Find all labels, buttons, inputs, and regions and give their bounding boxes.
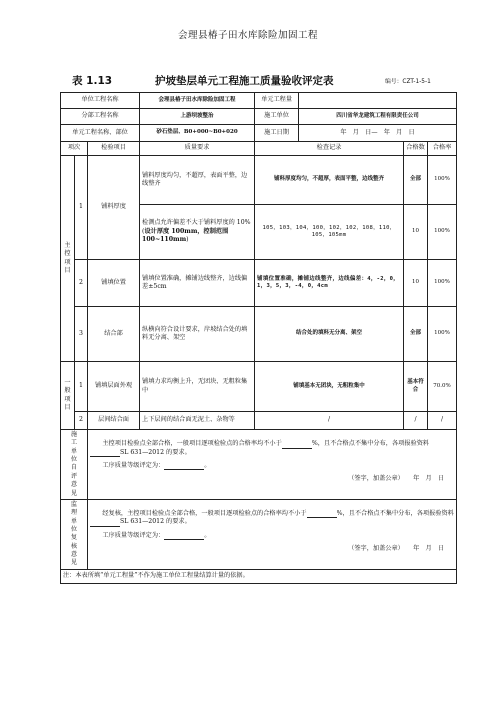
grade-blank[interactable] <box>164 462 204 470</box>
contractor-opinion-row <box>61 430 457 500</box>
requirement-text-part: 检测点允许偏差不大于铺料厚度的 10%( <box>142 219 251 235</box>
header-row-unit <box>61 93 457 109</box>
qualified-count: / <box>404 412 428 430</box>
vertical-label-text: 监 理 单 位 复 核 意 见 <box>70 500 78 567</box>
element-name-value: 砂石垫层、B0+000~B0+020 <box>140 125 255 142</box>
record-text: 结合处的填料无分离、架空 <box>255 307 404 362</box>
requirement-text-part: ) <box>186 236 189 244</box>
record-text: 105，103，104，100，102，102，108，110，105，105mm <box>255 205 404 260</box>
column-header-row <box>61 142 457 156</box>
general-group-label <box>61 362 75 430</box>
qualified-count: 全部 <box>404 307 428 362</box>
supervisor-opinion-row <box>61 499 457 569</box>
contractor-value: 四川省华龙建筑工程有限责任公司 <box>299 109 457 125</box>
item-name: 铺填层面外观 <box>88 362 140 412</box>
col-header-requirement: 质量要求 <box>140 142 255 156</box>
col-header-rate: 合格率 <box>428 142 457 156</box>
document-title: 会理县椿子田水库除险加固工程 <box>177 30 318 41</box>
supervisor-opinion-label <box>61 499 88 569</box>
header-row-sub <box>61 109 457 125</box>
qualified-count: 10 <box>404 205 428 260</box>
item-number: 3 <box>75 307 88 362</box>
grade-text: 工序质量等级评定为： <box>102 531 165 539</box>
requirement-text <box>140 205 255 260</box>
sub-project-label: 分部工程名称 <box>61 109 140 125</box>
form-title: 护坡垫层单元工程施工质量验收评定表 <box>155 75 334 87</box>
item-number: 2 <box>75 260 88 307</box>
note-row <box>61 569 457 583</box>
col-header-item: 检验项目 <box>88 142 140 156</box>
contractor-label: 施工单位 <box>255 109 299 125</box>
qualified-rate: 100% <box>428 205 457 260</box>
header-row-element <box>61 125 457 142</box>
opinion-text: 经复核，主控项目检验点全部合格，一般项目逐项检验点的合格率均不小于 <box>102 510 307 518</box>
requirement-text: 铺料厚度均匀，不超厚，表面平整，边线整齐 <box>140 156 255 205</box>
contractor-opinion-label <box>61 430 88 500</box>
main-item-2-row <box>61 260 457 307</box>
opinion-text: %，且不合格点不集中分布，各项报验资料 <box>336 510 454 518</box>
qualified-rate: 100% <box>428 307 457 362</box>
date-value: 年 月 日— 年 月 日 <box>299 125 457 142</box>
item-name: 铺填位置 <box>88 260 140 307</box>
qualified-count: 基本符合 <box>404 362 428 412</box>
main-item-1-row-a <box>61 156 457 205</box>
item-name: 层间结合面 <box>88 412 140 430</box>
col-header-count: 合格数 <box>404 142 428 156</box>
grade-text: 工序质量等级评定为： <box>102 461 165 469</box>
col-header-record: 检查记录 <box>255 142 404 156</box>
item-name: 结合部 <box>88 307 140 362</box>
qualified-rate: 70.0% <box>428 362 457 412</box>
record-text: 铺填位置准确，摊铺边线整齐，边线偏差：4，-2，0，1，3，5，3，-4，0，4cm <box>255 260 404 307</box>
general-item-1-row <box>61 362 457 412</box>
vertical-label-text: 主 控 项 目 <box>64 241 71 274</box>
qualified-rate: 100% <box>428 260 457 307</box>
rate-blank[interactable] <box>282 441 312 449</box>
requirement-design-note: 设计厚度 100mm，控制范围 100~110mm <box>142 227 229 244</box>
element-volume-label: 单元工程量 <box>255 93 299 109</box>
vertical-label-text: 一 般 项 目 <box>64 378 71 411</box>
requirement-text: 铺填力求均衡上升，无团块、无粗粒集中 <box>140 362 255 412</box>
unit-project-label: 单位工程名称 <box>61 93 140 109</box>
requirement-text: 上下层间的结合面无泥土、杂物等 <box>140 412 255 430</box>
record-text: 铺填基本无团块，无粗粒集中 <box>255 362 404 412</box>
item-number: 1 <box>75 156 88 260</box>
contractor-opinion-body: 主控项目检验点全部合格，一般项目逐项检验点的合格率均不小于 %，且不合格点不集中分布，各项报验资料SL 631—2012 的要求。 工序质量等级评定为： 。 （签字，加盖公章） 年 月 日 <box>88 430 457 500</box>
general-item-2-row <box>61 412 457 430</box>
qualified-count: 全部 <box>404 156 428 205</box>
signature-line: （签字，加盖公章） 年 月 日 <box>348 545 445 553</box>
requirement-text: 纵横向符合设计要求，岸坡结合处的填料无分离、架空 <box>140 307 255 362</box>
signature-line: （签字，加盖公章） 年 月 日 <box>348 475 445 483</box>
record-text: / <box>255 412 404 430</box>
table-number: 表 1.13 <box>72 75 113 87</box>
unit-project-value: 会理县椿子田水库除险加固工程 <box>140 93 255 109</box>
vertical-label-text: 施 工 单 位 自 评 意 见 <box>70 431 78 497</box>
item-number: 2 <box>75 412 88 430</box>
opinion-text: 主控项目检验点全部合格，一般项目逐项检验点的合格率均不小于 <box>102 440 282 448</box>
compliance-blank[interactable] <box>90 519 120 527</box>
sub-project-value: 上游坝坡整治 <box>140 109 255 125</box>
qualified-count: 10 <box>404 260 428 307</box>
grade-blank[interactable] <box>164 532 204 540</box>
opinion-text: SL 631—2012 的要求。 <box>120 518 191 526</box>
rate-blank[interactable] <box>307 510 337 518</box>
main-item-3-row <box>61 307 457 362</box>
qualified-rate: / <box>428 412 457 430</box>
compliance-blank[interactable] <box>90 449 120 457</box>
form-serial-number: 编号：CZT-1-5-1 <box>385 79 431 85</box>
item-number: 1 <box>75 362 88 412</box>
opinion-text: %，且不合格点不集中分布，各项报验资料 <box>311 440 430 448</box>
record-text: 铺料厚度均匀，不超厚，表面平整，边线整齐 <box>255 156 404 205</box>
inspection-form-table <box>60 92 457 584</box>
main-group-label <box>61 156 75 362</box>
element-volume-value <box>299 93 457 109</box>
col-header-no: 项次 <box>61 142 88 156</box>
element-name-label: 单元工程名称、部位 <box>61 125 140 142</box>
requirement-text: 铺填位置准确，摊铺边线整齐，边线偏差±5cm <box>140 260 255 307</box>
form-header <box>0 73 496 87</box>
date-label: 施工日期 <box>255 125 299 142</box>
qualified-rate: 100% <box>428 156 457 205</box>
footnote: 注：本表所填“单元工程量”不作为施工单位工程量结算计量的依据。 <box>61 569 457 583</box>
opinion-text: SL 631—2012 的要求。 <box>120 448 191 456</box>
supervisor-opinion-body: 经复核，主控项目检验点全部合格，一般项目逐项检验点的合格率均不小于 %，且不合格点不集中分布，各项报验资料SL 631—2012 的要求。 工序质量等级评定为： 。 （签字，加盖公章） 年 月 日 <box>88 499 457 569</box>
item-name: 铺料厚度 <box>88 156 140 260</box>
